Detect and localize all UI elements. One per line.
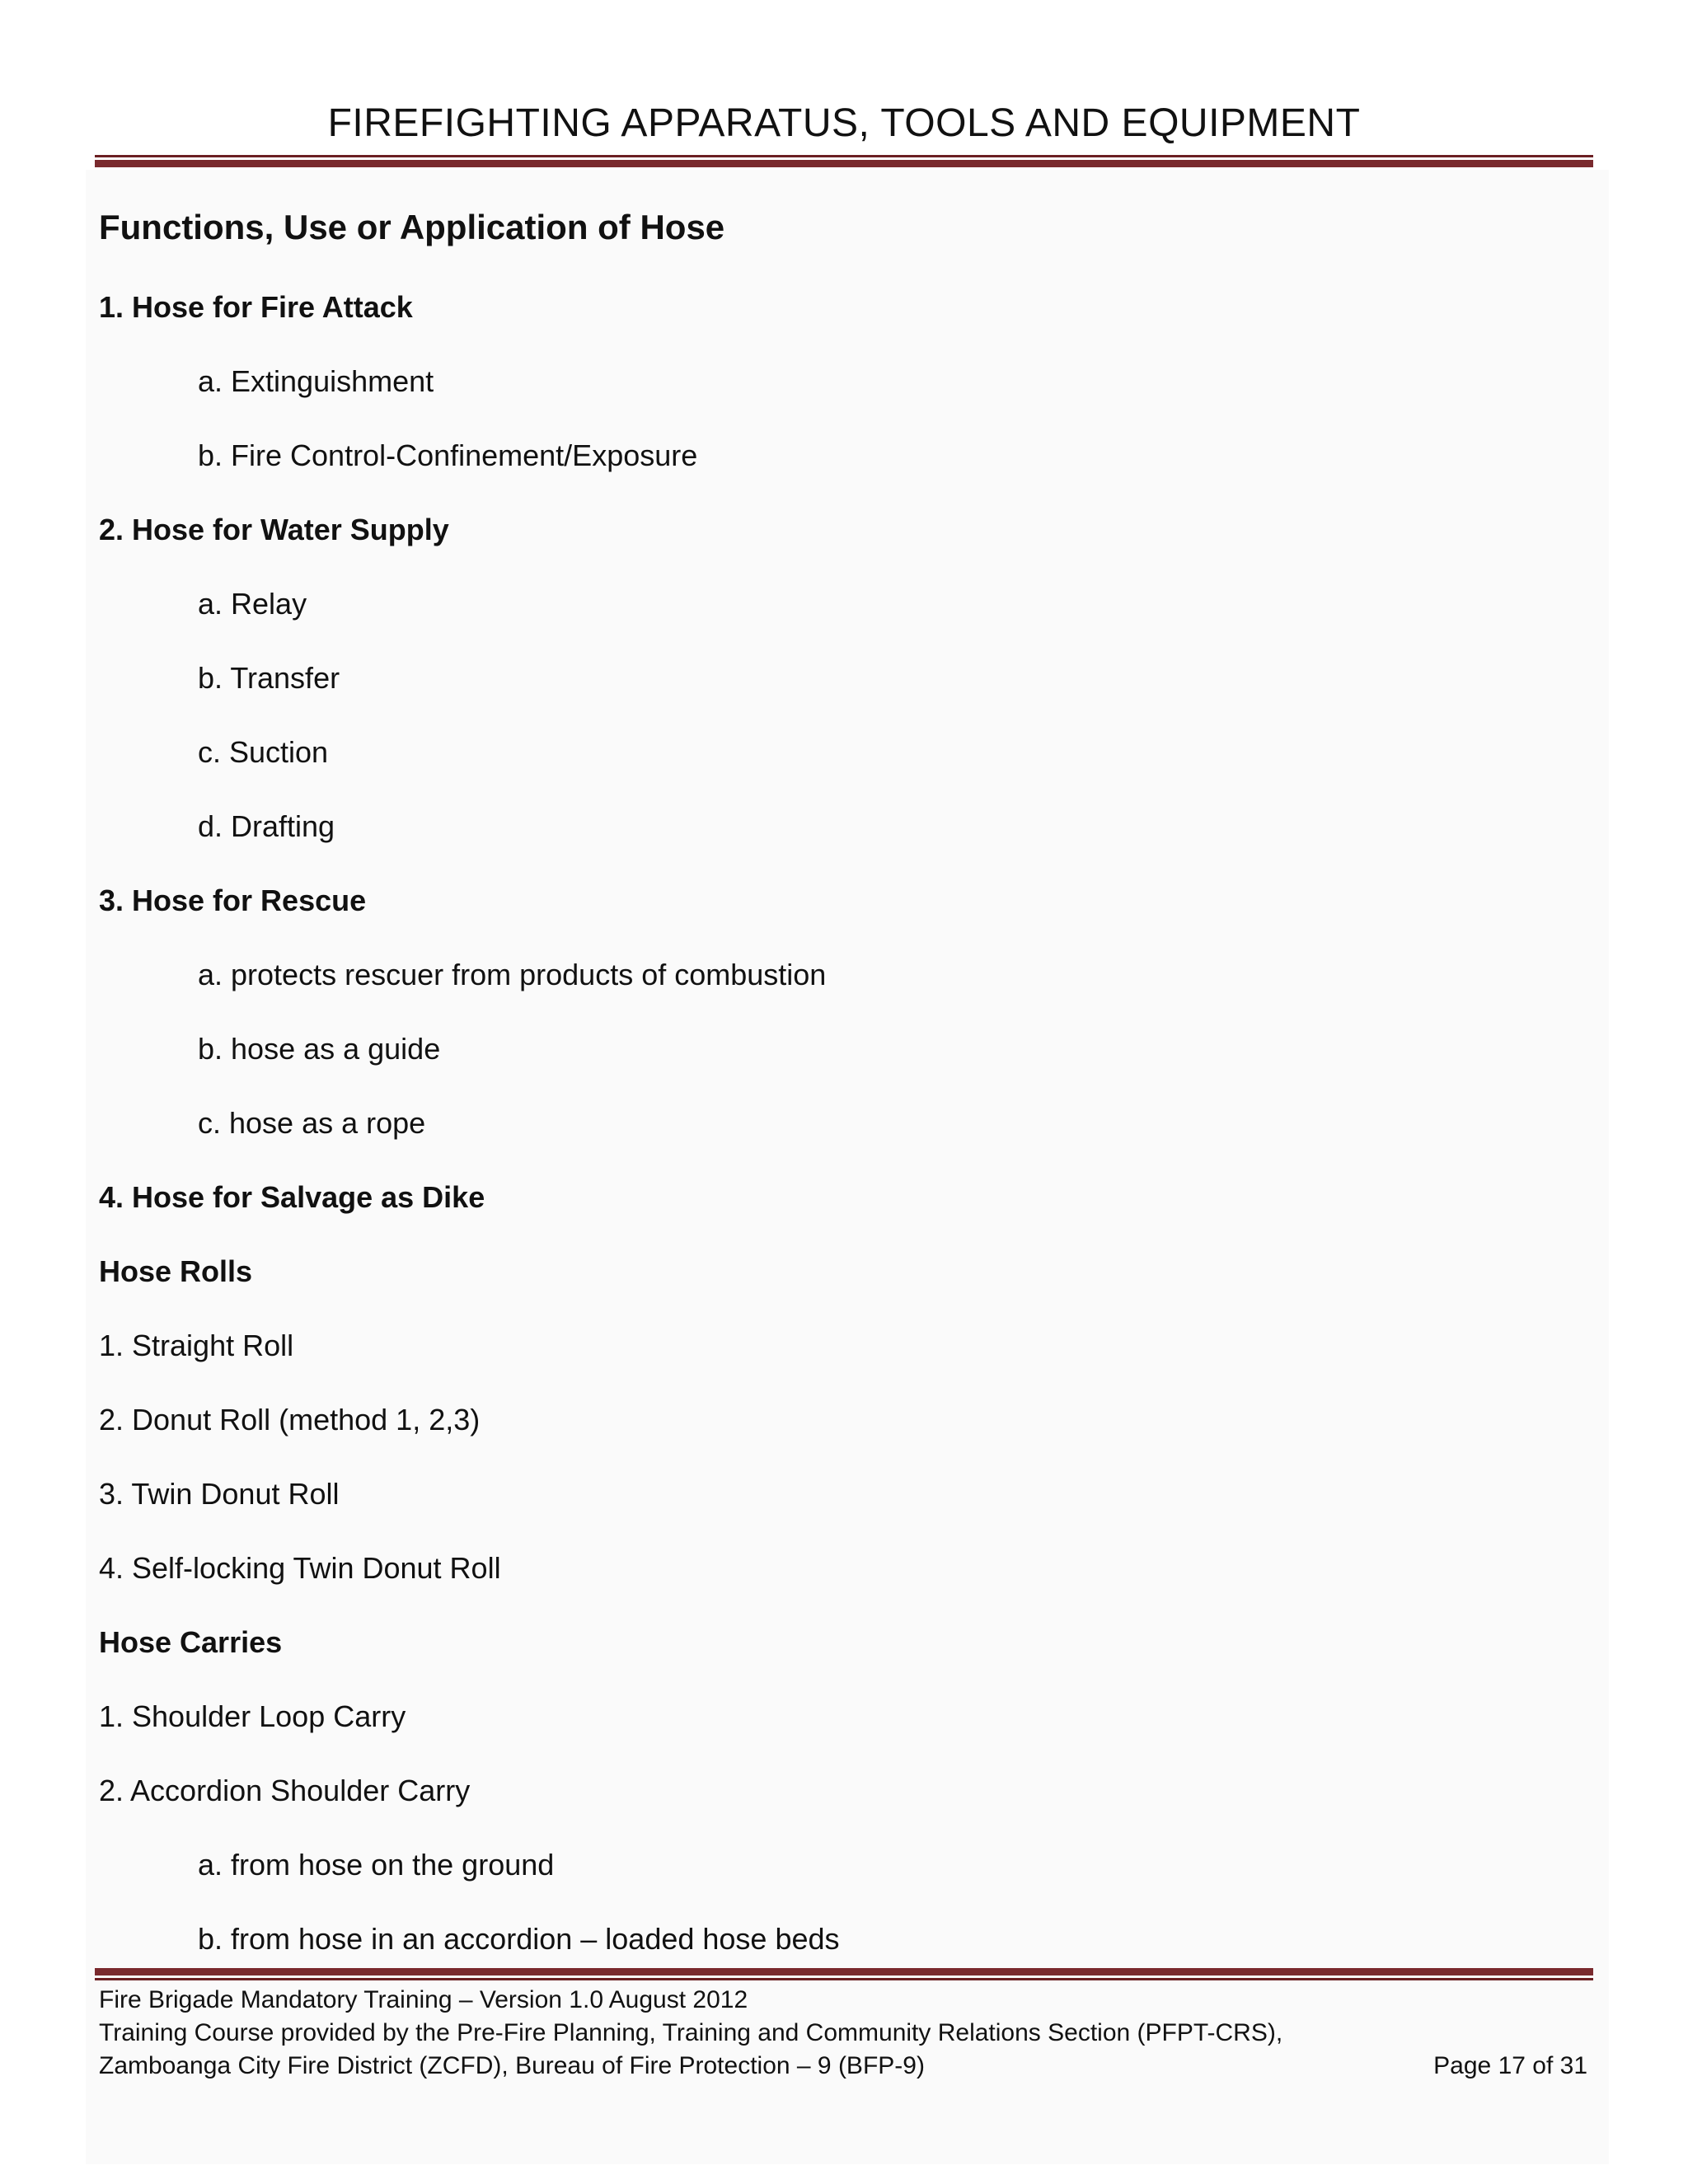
hose-carries-heading: Hose Carries xyxy=(99,1625,283,1659)
group-heading-rescue: 3. Hose for Rescue xyxy=(99,883,367,917)
list-item: 1. Straight Roll xyxy=(99,1329,294,1362)
list-item: 1. Shoulder Loop Carry xyxy=(99,1699,406,1733)
footer-provider: Training Course provided by the Pre-Fire Planning, Training and Community Relations Section (PFPT-CRS), xyxy=(99,2019,1283,2046)
page-header-title: FIREFIGHTING APPARATUS, TOOLS AND EQUIPMENT xyxy=(327,101,1361,145)
group-heading-fire-attack: 1. Hose for Fire Attack xyxy=(99,290,413,324)
hose-rolls-heading: Hose Rolls xyxy=(99,1254,253,1288)
section-title: Functions, Use or Application of Hose xyxy=(99,208,725,246)
list-item: 2. Donut Roll (method 1, 2,3) xyxy=(99,1403,481,1436)
group-heading-salvage: 4. Hose for Salvage as Dike xyxy=(99,1180,485,1214)
list-item: a. Relay xyxy=(198,587,307,621)
list-item: b. Transfer xyxy=(198,661,340,695)
list-item: b. Fire Control-Confinement/Exposure xyxy=(198,438,698,472)
list-item: 2. Accordion Shoulder Carry xyxy=(99,1774,471,1807)
footer-rule xyxy=(95,1968,1593,1980)
list-item: c. hose as a rope xyxy=(198,1106,426,1140)
list-item: a. from hose on the ground xyxy=(198,1848,555,1882)
list-item: b. hose as a guide xyxy=(198,1032,441,1066)
list-item: c. Suction xyxy=(198,735,329,769)
list-item: d. Drafting xyxy=(198,809,335,843)
group-heading-water-supply: 2. Hose for Water Supply xyxy=(99,513,449,546)
footer-district: Zamboanga City Fire District (ZCFD), Bureau of Fire Protection – 9 (BFP-9) xyxy=(99,2052,925,2079)
list-item: b. from hose in an accordion – loaded hose beds xyxy=(198,1922,840,1956)
header-rule xyxy=(95,155,1593,167)
list-item: a. protects rescuer from products of combustion xyxy=(198,958,827,991)
list-item: 4. Self-locking Twin Donut Roll xyxy=(99,1551,501,1585)
footer-version: Fire Brigade Mandatory Training – Version 1.0 August 2012 xyxy=(99,1986,748,2013)
list-item: 3. Twin Donut Roll xyxy=(99,1477,340,1511)
page-number: Page 17 of 31 xyxy=(1433,2052,1587,2079)
list-item: a. Extinguishment xyxy=(198,364,434,398)
